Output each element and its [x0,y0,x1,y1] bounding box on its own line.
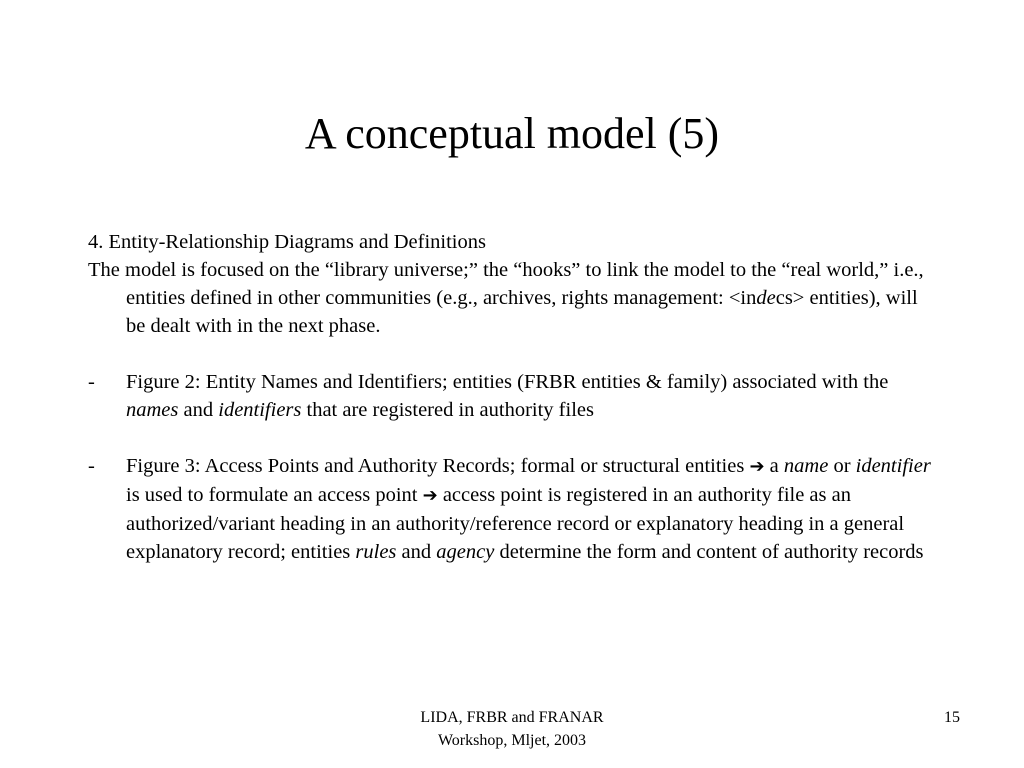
bullet1-italic-identifiers: identifiers [218,399,302,421]
bullet1-text-3: that are registered in authority files [301,399,594,421]
bullet2-text-1: Figure 3: Access Points and Authority Records; formal or structural entities [126,455,750,477]
intro-paragraph [88,256,938,340]
footer-line-1: LIDA, FRBR and FRANAR [420,709,604,726]
bullet-figure-2 [88,368,938,424]
bullet2-text-6: and [396,541,437,563]
bullet2-text-7: determine the form and content of authority records [494,541,924,563]
slide-body [88,228,938,566]
intro-italic: de [756,287,776,309]
bullet2-text-2: a [764,455,784,477]
right-arrow-icon: ➔ [749,456,765,477]
bullet1-text-2: and [178,399,219,421]
bullet2-text-3: or [828,455,856,477]
bullet2-text-4: is used to formulate an access point [126,484,423,506]
bullet2-italic-agency: agency [436,541,495,563]
spacer [88,424,938,452]
bullet2-text-5: access point is registered in an authority file as an authorized/variant heading in an authority/reference record or explanatory heading in a general explanatory record; entities [126,484,905,563]
bullet1-text-1: Figure 2: Entity Names and Identifiers; entities (FRBR entities & family) associated with the [126,371,889,393]
bullet-marker: - [88,371,95,393]
bullet2-italic-name: name [783,455,829,477]
footer-text [362,706,662,752]
bullet-text [126,452,938,566]
bullet-marker: - [88,455,95,477]
bullet2-italic-rules: rules [355,541,397,563]
page-number: 15 [944,709,960,726]
section-heading: 4. Entity-Relationship Diagrams and Definitions [88,231,486,253]
spacer [88,340,938,368]
bullet1-italic-names: names [126,399,179,421]
bullet-text [126,368,938,424]
slide-title: A conceptual model (5) [304,109,720,158]
footer-line-2: Workshop, Mljet, 2003 [437,732,587,749]
intro-text-1: The model is focused on the “library universe;” the “hooks” to link the model to the “real world,” i.e., entities defined in other communities (e.g., archives, rights management: <in [88,259,924,309]
bullet2-italic-identifier: identifier [855,455,931,477]
right-arrow-icon: ➔ [422,485,438,506]
bullet-figure-3 [88,452,938,566]
intro-text-2: cs> entities), will be dealt with in the next phase. [126,287,918,337]
